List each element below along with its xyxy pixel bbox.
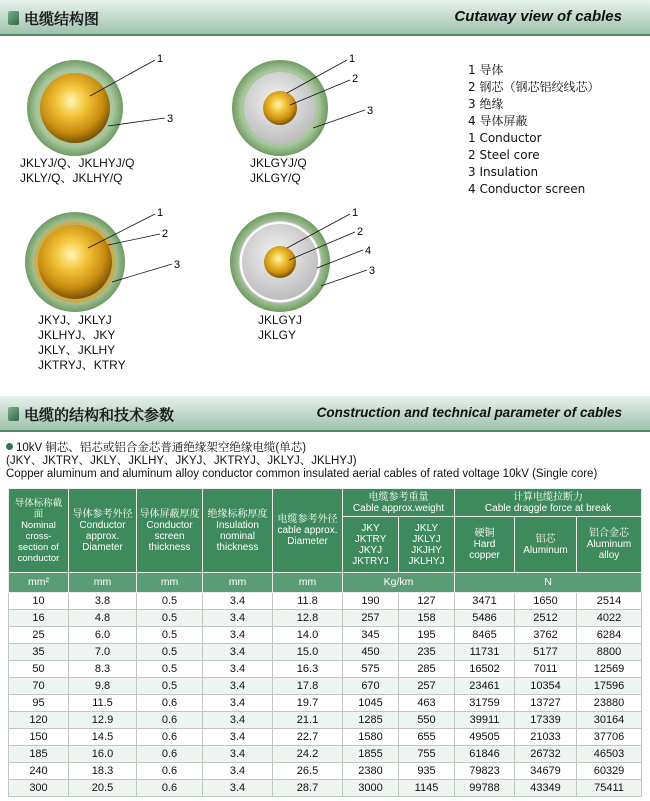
table-row xyxy=(9,763,642,780)
table-cell: 300 xyxy=(9,780,69,797)
legend-item: 4 Conductor screen xyxy=(468,182,586,196)
table-cell: 0.5 xyxy=(137,627,203,644)
header-weight: 电缆参考重量 Cable approx.weight xyxy=(343,489,455,517)
header-hard-copper: 硬铜 Hard copper xyxy=(455,517,515,573)
table-cell: 2380 xyxy=(343,763,399,780)
table-cell: 7011 xyxy=(515,661,577,678)
table-cell: 61846 xyxy=(455,746,515,763)
table-cell: 0.6 xyxy=(137,712,203,729)
unit-cell: mm xyxy=(273,573,343,593)
section-title-en: Cutaway view of cables xyxy=(454,8,622,25)
table-cell: 190 xyxy=(343,593,399,610)
table-cell: 25 xyxy=(9,627,69,644)
table-row xyxy=(9,661,642,678)
callout-label: 1 xyxy=(352,207,359,219)
table-cell: 14.5 xyxy=(69,729,137,746)
table-cell: 0.6 xyxy=(137,780,203,797)
header-force: 计算电缆拉断力 Cable draggle force at break xyxy=(455,489,642,517)
table-cell: 5177 xyxy=(515,644,577,661)
header-screen: 导体屏蔽厚度 Conductor screen thickness xyxy=(137,489,203,573)
table-row xyxy=(9,780,642,797)
table-cell: 257 xyxy=(343,610,399,627)
table-cell: 16.0 xyxy=(69,746,137,763)
callout-label: 1 xyxy=(157,53,164,65)
table-description: 10kV 铜芯、铝芯或铝合金芯普通绝缘架空绝缘电缆(单芯) (JKY、JKTRY、JKLY、JKLHY、JKYJ、JKTRYJ、JKLYJ、JKLHYJ) Copper aluminum and aluminum alloy conductor common insulated aerial cables of rated voltage 10kV (Single core) xyxy=(6,442,598,480)
table-cell: 3.4 xyxy=(203,610,273,627)
table-row xyxy=(9,627,642,644)
section-title-cn: 电缆的结构和技术参数 xyxy=(24,406,175,424)
table-cell: 7.0 xyxy=(69,644,137,661)
table-cell: 3.4 xyxy=(203,729,273,746)
callout-label: 4 xyxy=(365,245,372,257)
table-cell: 11.5 xyxy=(69,695,137,712)
table-row xyxy=(9,644,642,661)
header-alloy: 铝合金芯 Aluminum alloy xyxy=(577,517,642,573)
table-cell: 6284 xyxy=(577,627,642,644)
table-cell: 16502 xyxy=(455,661,515,678)
table-cell: 5486 xyxy=(455,610,515,627)
legend-item: 2 Steel core xyxy=(468,148,540,162)
table-cell: 1580 xyxy=(343,729,399,746)
table-cell: 37706 xyxy=(577,729,642,746)
table-cell: 16.3 xyxy=(273,661,343,678)
table-cell: 0.6 xyxy=(137,746,203,763)
table-row xyxy=(9,695,642,712)
header-section: 导体标称截面 Nominal cross-section of conductor xyxy=(9,489,69,573)
header-insulation: 绝缘标称厚度 Insulation nominal thickness xyxy=(203,489,273,573)
table-cell: 12.9 xyxy=(69,712,137,729)
legend-item: 4 导体屏蔽 xyxy=(468,114,528,128)
section-banner-construction xyxy=(0,396,650,432)
table-cell: 3.4 xyxy=(203,780,273,797)
header-cable-diameter: 电缆参考外径 cable approx. Diameter xyxy=(273,489,343,573)
table-cell: 3.4 xyxy=(203,695,273,712)
table-cell: 755 xyxy=(399,746,455,763)
table-cell: 195 xyxy=(399,627,455,644)
table-cell: 9.8 xyxy=(69,678,137,695)
cable-diagram-1 xyxy=(20,48,200,158)
diagram-caption: JKYJ、JKLYJ JKLHYJ、JKY JKLY、JKLHY JKTRYJ、KTRY xyxy=(38,313,126,372)
table-cell: 158 xyxy=(399,610,455,627)
table-cell: 49505 xyxy=(455,729,515,746)
table-cell: 6.0 xyxy=(69,627,137,644)
table-cell: 95 xyxy=(9,695,69,712)
section-title-cn: 电缆结构图 xyxy=(24,10,100,28)
table-cell: 13727 xyxy=(515,695,577,712)
table-cell: 43349 xyxy=(515,780,577,797)
table-cell: 240 xyxy=(9,763,69,780)
table-cell: 31759 xyxy=(455,695,515,712)
header-weight-aluminum: JKLY JKLYJ JKJHY JKLHYJ xyxy=(399,517,455,573)
table-cell: 79823 xyxy=(455,763,515,780)
diagram-caption: JKLGYJ JKLGY xyxy=(258,313,303,342)
table-cell: 8465 xyxy=(455,627,515,644)
callout-label: 2 xyxy=(162,228,169,240)
table-cell: 17596 xyxy=(577,678,642,695)
table-cell: 0.5 xyxy=(137,661,203,678)
table-row xyxy=(9,678,642,695)
table-cell: 3.4 xyxy=(203,763,273,780)
table-cell: 670 xyxy=(343,678,399,695)
table-cell: 1855 xyxy=(343,746,399,763)
bullet-dot-icon xyxy=(6,443,13,450)
table-cell: 3.4 xyxy=(203,678,273,695)
table-cell: 450 xyxy=(343,644,399,661)
diagram-caption: JKLGYJ/Q JKLGY/Q xyxy=(250,156,307,185)
component-legend xyxy=(468,62,599,198)
table-cell: 1145 xyxy=(399,780,455,797)
table-cell: 1650 xyxy=(515,593,577,610)
table-cell: 35 xyxy=(9,644,69,661)
table-cell: 8.3 xyxy=(69,661,137,678)
table-cell: 20.5 xyxy=(69,780,137,797)
table-cell: 19.7 xyxy=(273,695,343,712)
table-cell: 50 xyxy=(9,661,69,678)
table-cell: 60329 xyxy=(577,763,642,780)
table-cell: 3.4 xyxy=(203,627,273,644)
header-aluminum: 铝芯 Aluminum xyxy=(515,517,577,573)
table-cell: 235 xyxy=(399,644,455,661)
table-cell: 3.4 xyxy=(203,593,273,610)
table-cell: 3000 xyxy=(343,780,399,797)
table-cell: 12.8 xyxy=(273,610,343,627)
table-cell: 70 xyxy=(9,678,69,695)
table-cell: 22.7 xyxy=(273,729,343,746)
table-cell: 10354 xyxy=(515,678,577,695)
legend-item: 3 绝缘 xyxy=(468,97,504,111)
table-cell: 3.4 xyxy=(203,712,273,729)
table-cell: 0.6 xyxy=(137,729,203,746)
technical-parameter-table xyxy=(8,488,642,797)
table-cell: 75411 xyxy=(577,780,642,797)
callout-label: 3 xyxy=(167,113,174,125)
table-cell: 3.8 xyxy=(69,593,137,610)
callout-label: 2 xyxy=(352,73,359,85)
table-cell: 575 xyxy=(343,661,399,678)
legend-item: 1 Conductor xyxy=(468,131,542,145)
table-cell: 185 xyxy=(9,746,69,763)
table-cell: 10 xyxy=(9,593,69,610)
callout-label: 1 xyxy=(157,207,164,219)
table-cell: 3762 xyxy=(515,627,577,644)
table-cell: 0.5 xyxy=(137,678,203,695)
table-cell: 39911 xyxy=(455,712,515,729)
table-row xyxy=(9,746,642,763)
section-title-en: Construction and technical parameter of cables xyxy=(316,405,622,420)
table-cell: 150 xyxy=(9,729,69,746)
table-cell: 11731 xyxy=(455,644,515,661)
table-cell: 2514 xyxy=(577,593,642,610)
table-cell: 257 xyxy=(399,678,455,695)
table-cell: 285 xyxy=(399,661,455,678)
table-cell: 12569 xyxy=(577,661,642,678)
table-cell: 14.0 xyxy=(273,627,343,644)
table-cell: 0.6 xyxy=(137,695,203,712)
table-cell: 4.8 xyxy=(69,610,137,627)
table-cell: 23461 xyxy=(455,678,515,695)
unit-cell: mm xyxy=(137,573,203,593)
unit-cell: Kg/km xyxy=(343,573,455,593)
unit-cell: mm xyxy=(69,573,137,593)
table-cell: 0.6 xyxy=(137,763,203,780)
table-cell: 3.4 xyxy=(203,661,273,678)
table-cell: 34679 xyxy=(515,763,577,780)
table-cell: 0.5 xyxy=(137,593,203,610)
table-cell: 28.7 xyxy=(273,780,343,797)
table-cell: 463 xyxy=(399,695,455,712)
callout-label: 3 xyxy=(174,259,181,271)
legend-item: 3 Insulation xyxy=(468,165,539,179)
callout-label: 3 xyxy=(369,265,376,277)
table-cell: 21.1 xyxy=(273,712,343,729)
table-cell: 17.8 xyxy=(273,678,343,695)
table-cell: 127 xyxy=(399,593,455,610)
table-cell: 3.4 xyxy=(203,644,273,661)
legend-item: 1 导体 xyxy=(468,63,504,77)
table-cell: 46503 xyxy=(577,746,642,763)
table-row xyxy=(9,610,642,627)
table-cell: 4022 xyxy=(577,610,642,627)
table-cell: 23880 xyxy=(577,695,642,712)
header-diameter: 导体参考外径 Conductor approx. Diameter xyxy=(69,489,137,573)
table-cell: 3.4 xyxy=(203,746,273,763)
table-cell: 26.5 xyxy=(273,763,343,780)
unit-cell: N xyxy=(455,573,642,593)
section-banner-cutaway xyxy=(0,0,650,36)
callout-label: 1 xyxy=(349,53,356,65)
table-cell: 3471 xyxy=(455,593,515,610)
cable-diagram-2 xyxy=(225,48,405,158)
cable-diagram-3 xyxy=(20,200,200,315)
table-row xyxy=(9,729,642,746)
table-cell: 550 xyxy=(399,712,455,729)
table-cell: 16 xyxy=(9,610,69,627)
table-cell: 15.0 xyxy=(273,644,343,661)
diagram-caption: JKLYJ/Q、JKLHYJ/Q JKLY/Q、JKLHY/Q xyxy=(20,156,135,185)
legend-item: 2 钢芯（钢芯铝绞线芯） xyxy=(468,80,600,94)
unit-cell: mm² xyxy=(9,573,69,593)
banner-bullet-icon xyxy=(8,11,19,25)
table-cell: 18.3 xyxy=(69,763,137,780)
banner-bullet-icon xyxy=(8,407,19,421)
table-cell: 11.8 xyxy=(273,593,343,610)
table-cell: 30164 xyxy=(577,712,642,729)
steel-core xyxy=(263,91,297,125)
table-row xyxy=(9,593,642,610)
conductor-core xyxy=(38,225,112,299)
table-row xyxy=(9,712,642,729)
callout-label: 3 xyxy=(367,105,374,117)
table-cell: 935 xyxy=(399,763,455,780)
table-cell: 2512 xyxy=(515,610,577,627)
cable-diagram-4 xyxy=(225,200,405,315)
table-cell: 1045 xyxy=(343,695,399,712)
table-cell: 21033 xyxy=(515,729,577,746)
header-weight-copper: JKY JKTRY JKYJ JKTRYJ xyxy=(343,517,399,573)
table-cell: 345 xyxy=(343,627,399,644)
table-cell: 1285 xyxy=(343,712,399,729)
callout-label: 2 xyxy=(357,226,364,238)
steel-core xyxy=(264,246,296,278)
table-cell: 0.5 xyxy=(137,610,203,627)
table-cell: 0.5 xyxy=(137,644,203,661)
table-cell: 655 xyxy=(399,729,455,746)
table-cell: 26732 xyxy=(515,746,577,763)
table-cell: 120 xyxy=(9,712,69,729)
table-cell: 8800 xyxy=(577,644,642,661)
table-cell: 24.2 xyxy=(273,746,343,763)
table-cell: 99788 xyxy=(455,780,515,797)
conductor-core xyxy=(40,73,110,143)
table-cell: 17339 xyxy=(515,712,577,729)
unit-cell: mm xyxy=(203,573,273,593)
